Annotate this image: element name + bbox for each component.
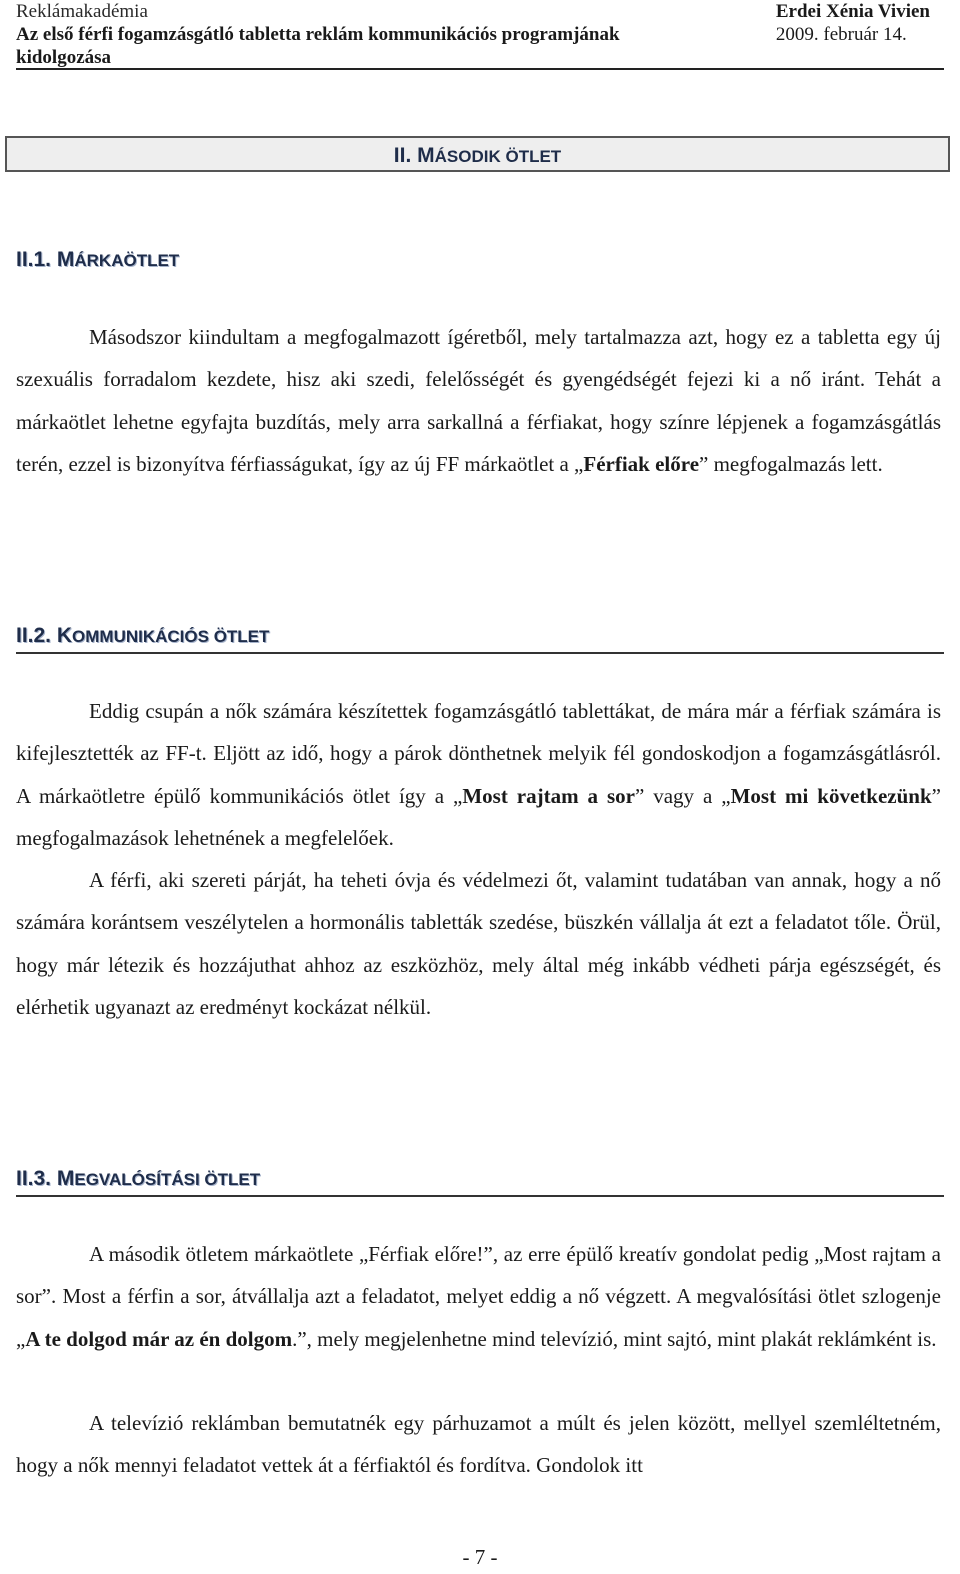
section-number: II.1. (16, 248, 57, 271)
paragraph-5 (16, 1402, 941, 1487)
paragraph-2 (16, 690, 941, 859)
p2-text-1: Eddig csupán a nők számára készítettek fogamzásgátló tablettákat, de mára már a férfiak számára is kifejlesztették az FF-t. Eljött az idő, hogy a párok dönthetnek melyik fél gondoskodjon a fogamzásgátlásról. A márkaötletre épülő kommunikációs ötlet így a „ (16, 699, 941, 808)
header-title-line2: kidolgozása (16, 47, 112, 68)
section-number: II.3. (16, 1167, 57, 1190)
p2-text-2: ” vagy a „ (634, 783, 731, 808)
page-number: - 7 - (462, 1545, 498, 1569)
p4-bold-1: A te dolgod már az én dolgom (25, 1326, 293, 1351)
header-left (16, 0, 620, 69)
header-author: Erdei Xénia Vivien (775, 1, 930, 22)
chapter-rest: ÁSODIK ÖTLET (434, 147, 562, 166)
p4-text-2: .”, mely megjelenhetne mind televízió, mint sajtó, mint plakát reklámként is. (292, 1326, 937, 1351)
p2-bold-2: Most mi következünk (730, 783, 932, 808)
p2-bold-1: Most rajtam a sor (462, 783, 635, 808)
section-rest: ÁRKAÖTLET (74, 251, 180, 270)
p4-text-1: A második ötletem márkaötlete „Férfiak előre!”, az erre épülő kreatív gondolat pedig „Most rajtam a sor”. Most a férfin a sor, átvállalja azt a feladatot, melyet eddig a nő végzett. A megvalósítási ötlet szlogenje „ (16, 1242, 941, 1351)
section-number: II.2. (16, 624, 57, 647)
section-title-2 (16, 624, 944, 654)
section-initial: M (56, 248, 75, 271)
paragraph-1 (16, 316, 941, 485)
p1-text-2: ” megfogalmazás lett. (699, 451, 883, 476)
chapter-number: II. (393, 144, 418, 167)
paragraph-3 (16, 859, 941, 1028)
chapter-initial: M (417, 144, 435, 167)
page-header (16, 0, 944, 70)
paragraph-4 (16, 1233, 941, 1360)
section-rest: OMMUNIKÁCIÓS ÖTLET (72, 627, 270, 646)
header-org: Reklámakadémia (16, 1, 148, 22)
p5-text-1: A televízió reklámban bemutatnék egy párhuzamot a múlt és jelen között, mellyel szemléltetném, hogy a nők mennyi feladatot vettek át a férfiaktól és fordítva. Gondolok itt (16, 1411, 941, 1478)
header-right (776, 0, 930, 46)
chapter-title (5, 136, 950, 172)
section-initial: K (56, 624, 73, 647)
section-initial: M (56, 1167, 75, 1190)
header-date: 2009. február 14. (775, 24, 907, 45)
section-title-1 (16, 248, 944, 276)
p1-bold-1: Férfiak előre (583, 451, 700, 476)
p1-text-1: Másodszor kiindultam a megfogalmazott ígéretből, mely tartalmazza azt, hogy ez a tabletta egy új szexuális forradalom kezdete, hisz aki szedi, felelősségét és gyengédségét fejezi ki a nő iránt. Tehát a márkaötlet lehetne egyfajta buzdítás, mely arra sarkallná a férfiakat, hogy színre lépjenek a fogamzásgátlás terén, ezzel is bizonyítva férfiasságukat, így az új FF márkaötlet a „ (16, 325, 941, 476)
header-title-line1: Az első férfi fogamzásgátló tabletta reklám kommunikációs programjának (16, 24, 620, 45)
p2-text-3: ” megfogalmazások lehetnének a megfelelőek. (16, 783, 941, 850)
section-rest: EGVALÓSÍTÁSI ÖTLET (74, 1170, 261, 1189)
section-title-3 (16, 1167, 944, 1197)
p3-text-1: A férfi, aki szereti párját, ha teheti óvja és védelmezi őt, valamint tudatában van annak, hogy a nő számára korántsem veszélytelen a hormonális tabletták szedése, büszkén vállalja át ezt a feladatot tőle. Örül, hogy már létezik és hozzájuthat ahhoz az eszközhöz, mely által még inkább védheti párja egészségét, és elérhetik ugyanazt az eredményt kockázat nélkül. (16, 868, 941, 1019)
